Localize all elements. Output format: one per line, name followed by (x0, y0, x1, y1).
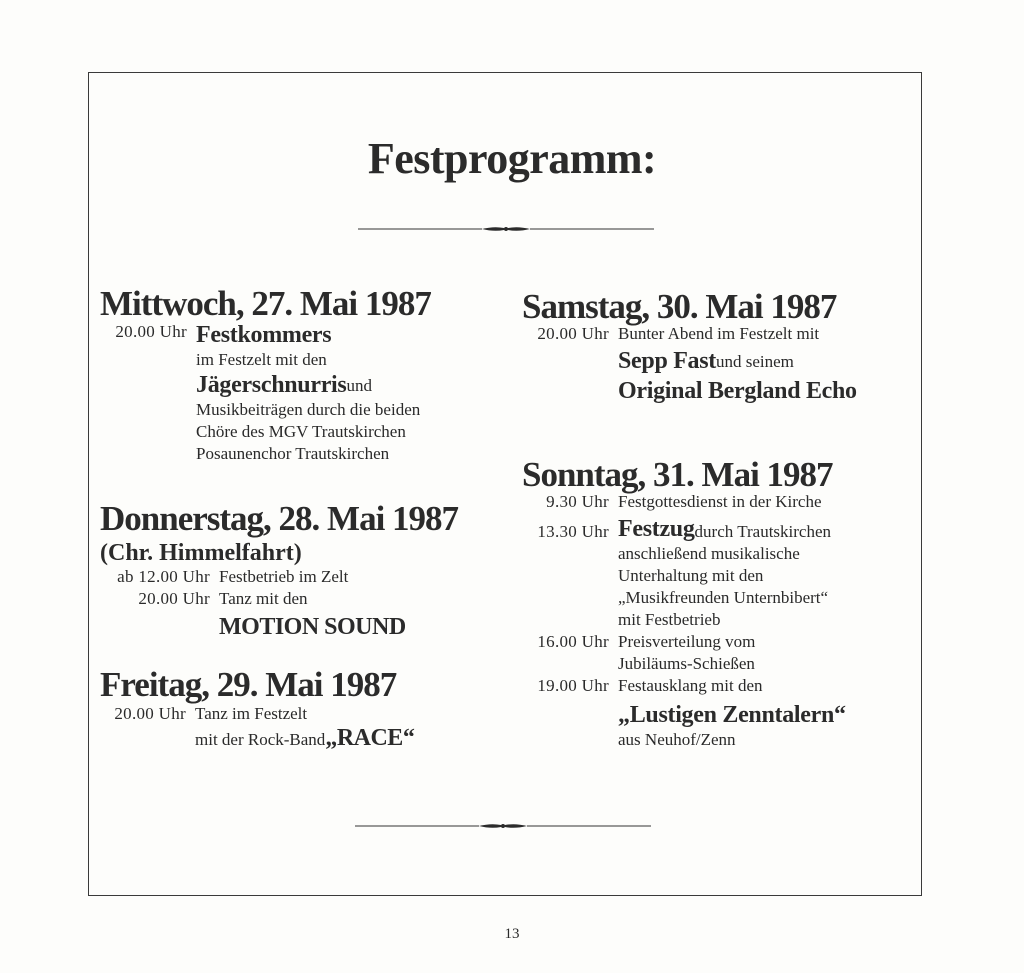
day-block-wednesday (100, 285, 431, 465)
event-text: Preisverteilung vom (618, 632, 756, 651)
event-title: Festzug (618, 516, 695, 542)
day-block-thursday (100, 500, 458, 642)
event-line: „Musikfreunden Unternbibert“ (618, 588, 829, 607)
event-line: mit Festbetrieb (618, 610, 721, 629)
group-suffix: und (346, 376, 372, 395)
event-line: Unterhaltung mit den (618, 566, 764, 585)
day-heading: Sonntag, 31. Mai 1987 (522, 455, 833, 494)
event-text: Festausklang mit den (618, 676, 763, 695)
event-text: Festgottesdienst in der Kirche (618, 492, 822, 511)
event-time: 20.00 Uhr (537, 324, 609, 343)
day-heading: Samstag, 30. Mai 1987 (522, 287, 837, 326)
band-name: „Lustigen Zenntalern“ (618, 702, 846, 728)
band-name: MOTION SOUND (219, 614, 406, 640)
event-text: Tanz im Festzelt (195, 704, 308, 723)
event-line: Posaunenchor Trautskirchen (196, 444, 390, 463)
event-time: 20.00 Uhr (114, 704, 186, 723)
event-title: Festkommers (196, 322, 332, 348)
day-heading: Freitag, 29. Mai 1987 (100, 665, 397, 704)
group-name: Jägerschnurris (196, 372, 347, 398)
day-block-sunday (522, 456, 846, 751)
day-block-friday (100, 666, 414, 751)
event-time: 20.00 Uhr (115, 322, 187, 341)
event-line: anschließend musikalische (618, 544, 800, 563)
event-time: 20.00 Uhr (138, 589, 210, 608)
page-title: Festprogramm: (367, 134, 657, 183)
band-name: „RACE“ (325, 725, 415, 751)
artist-name: Sepp Fast (618, 348, 716, 374)
ornament-divider-top (358, 223, 654, 235)
artist-suffix: und seinem (716, 352, 794, 371)
band-name: Original Bergland Echo (618, 378, 857, 404)
event-time: ab 12.00 Uhr (117, 567, 210, 586)
event-line: Musikbeiträgen durch die beiden (196, 400, 421, 419)
event-text: Bunter Abend im Festzelt mit (618, 324, 820, 343)
event-line: im Festzelt mit den (196, 350, 327, 369)
event-text: durch Trautskirchen (694, 522, 832, 541)
event-time: 19.00 Uhr (537, 676, 609, 695)
event-text: mit der Rock-Band (195, 730, 326, 749)
event-line: aus Neuhof/Zenn (618, 730, 736, 749)
ornament-divider-bottom (355, 820, 651, 832)
event-line: Chöre des MGV Trautskirchen (196, 422, 406, 441)
day-heading: Mittwoch, 27. Mai 1987 (100, 284, 431, 323)
event-text: Tanz mit den (219, 589, 308, 608)
event-line: Jubiläums-Schießen (618, 654, 755, 673)
event-time: 9.30 Uhr (546, 492, 609, 511)
day-subheading: (Chr. Himmelfahrt) (100, 540, 302, 566)
page-number: 13 (504, 926, 520, 942)
event-time: 16.00 Uhr (537, 632, 609, 651)
day-block-saturday (522, 288, 857, 405)
event-time: 13.30 Uhr (537, 522, 609, 541)
event-text: Festbetrieb im Zelt (219, 567, 349, 586)
day-heading: Donnerstag, 28. Mai 1987 (100, 499, 459, 538)
